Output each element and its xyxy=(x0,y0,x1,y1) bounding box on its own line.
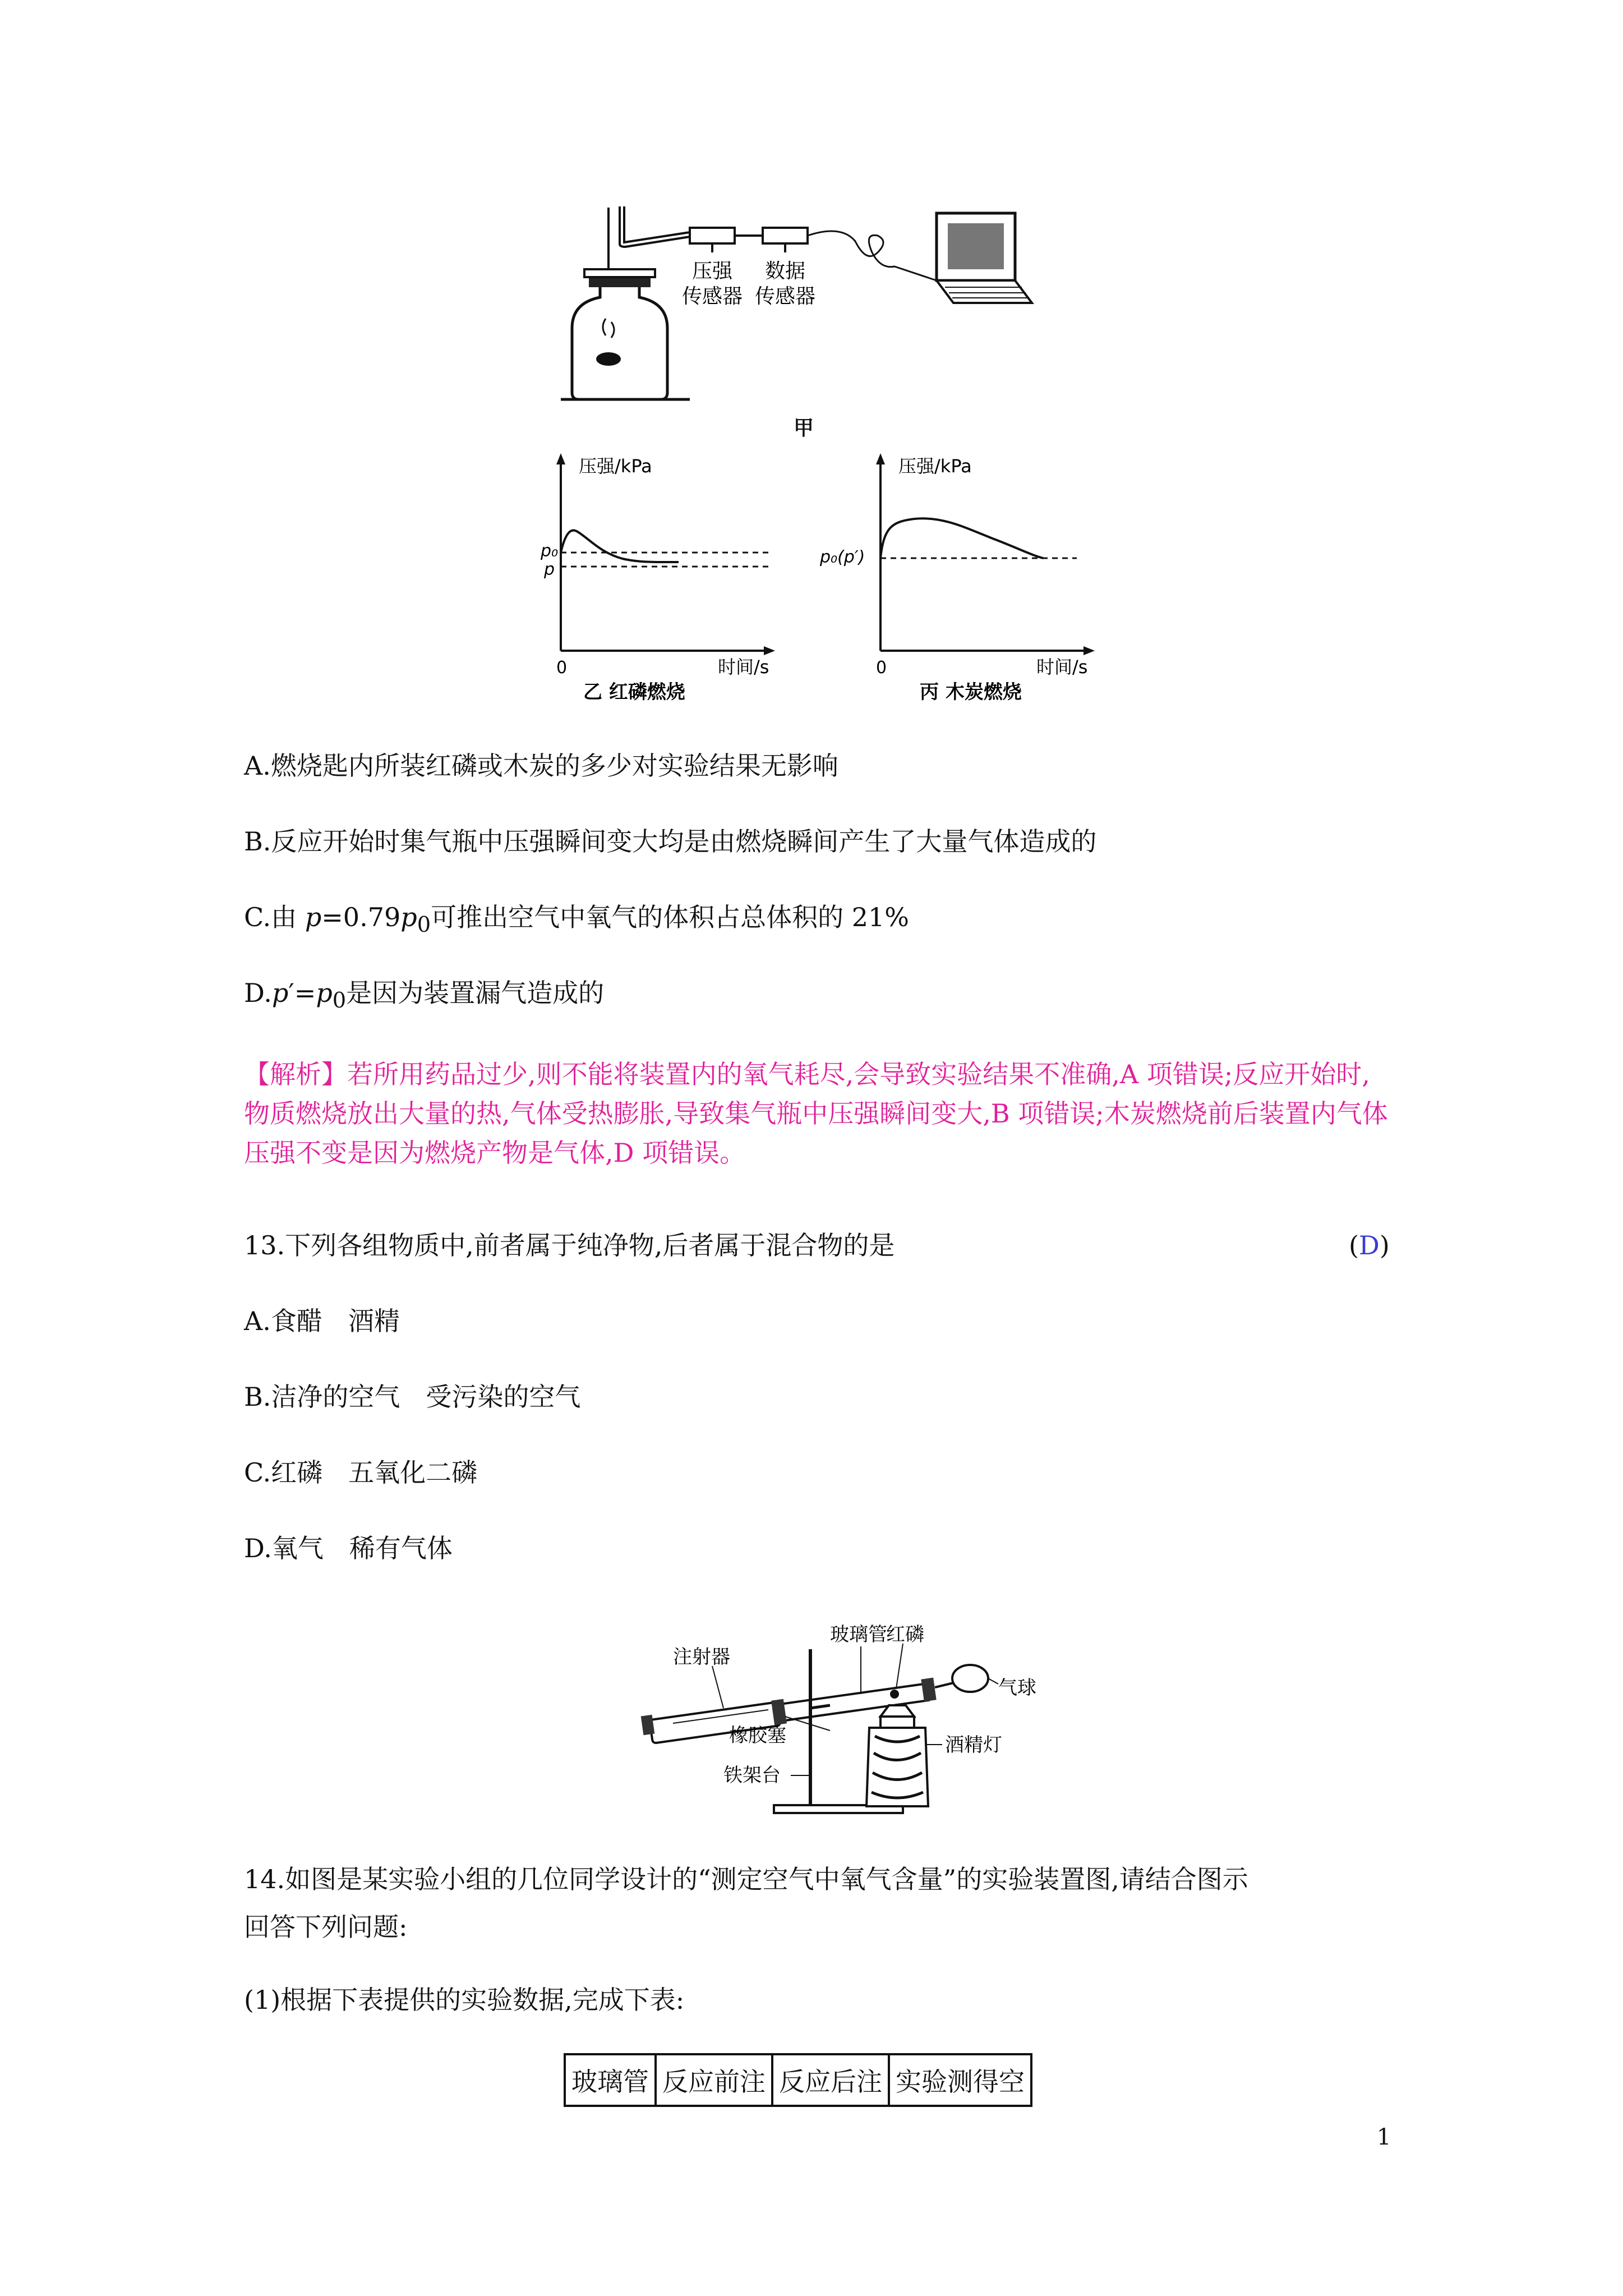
table-row xyxy=(565,2054,1031,2106)
q14-stem-line2: 回答下列问题: xyxy=(244,1912,408,1942)
sensor1-label-line1: 压强 xyxy=(691,260,733,283)
sensor2-label-line2: 传感器 xyxy=(754,285,816,308)
q14-label-syringe: 注射器 xyxy=(673,1646,730,1668)
q12-option-c-p: p xyxy=(305,902,322,932)
q14-label-glass-tube: 玻璃管 xyxy=(830,1623,887,1646)
graph-yi-origin: 0 xyxy=(556,658,568,678)
q12-option-d xyxy=(244,976,604,1018)
q12-option-c-prefix: C.由 xyxy=(244,902,305,932)
q12-option-d-sub: 0 xyxy=(332,988,347,1014)
q12-option-c xyxy=(244,900,909,942)
q12-option-b: B.反应开始时集气瓶中压强瞬间变大均是由燃烧瞬间产生了大量气体造成的 xyxy=(244,826,1097,857)
graph-yi-p-label: p xyxy=(544,560,555,579)
q14-label-red-phosphorus: 红磷 xyxy=(886,1623,924,1646)
q12-option-c-p0: p xyxy=(400,902,417,932)
q13-option-c: C.红磷 五氧化二磷 xyxy=(244,1457,478,1488)
q14-data-table xyxy=(564,2053,1032,2107)
graph-yi-caption: 乙 红磷燃烧 xyxy=(583,681,685,703)
graph-bing-ylabel: 压强/kPa xyxy=(898,455,972,477)
graph-bing-caption: 丙 木炭燃烧 xyxy=(920,681,1022,703)
q12-option-c-suffix: 可推出空气中氧气的体积占总体积的 21% xyxy=(431,902,909,932)
page-number: 1 xyxy=(1377,2124,1391,2150)
q14-sub1: (1)根据下表提供的实验数据,完成下表: xyxy=(244,1985,685,2015)
q14-label-alcohol-lamp: 酒精灯 xyxy=(945,1734,1002,1756)
q12-option-c-mid: =0.79 xyxy=(321,902,401,932)
graph-bing-p0-label: p₀(p′) xyxy=(820,547,865,567)
q14-label-rubber-stopper: 橡胶塞 xyxy=(729,1724,786,1747)
sensor1-label-line2: 传感器 xyxy=(681,285,743,308)
sensor2-label-line1: 数据 xyxy=(764,260,806,283)
graph-yi-p0-label: p₀ xyxy=(541,541,559,561)
q14-label-balloon: 气球 xyxy=(998,1677,1036,1699)
q12-option-c-sub: 0 xyxy=(417,912,431,938)
q12-explanation: 【解析】若所用药品过少,则不能将装置内的氧气耗尽,会导致实验结果不准确,A 项错误;反应开始时,物质燃烧放出大量的热,气体受热膨胀,导致集气瓶中压强瞬间变大,B 项错误;木炭燃烧前后装置内气体压强不变是因为燃烧产物是气体,D 项错误。 xyxy=(244,1059,1388,1168)
figure-q14-apparatus xyxy=(639,1616,1043,1823)
q13-option-d: D.氧气 稀有气体 xyxy=(244,1533,453,1563)
q13-option-b: B.洁净的空气 受污染的空气 xyxy=(244,1382,581,1412)
graph-bing-origin: 0 xyxy=(876,658,887,678)
q14-stem-line1: 14.如图是某实验小组的几位同学设计的“测定空气中氧气含量”的实验装置图,请结合图示 xyxy=(244,1864,1248,1894)
table-header-cell: 反应后注 xyxy=(772,2054,889,2106)
figure-jia-apparatus xyxy=(550,191,1054,426)
table-header-cell: 反应前注 xyxy=(656,2054,772,2106)
q13-answer-open: ( xyxy=(1349,1230,1359,1260)
q12-option-a: A.燃烧匙内所装红磷或木炭的多少对实验结果无影响 xyxy=(244,751,838,781)
figure-jia-caption: 甲 xyxy=(794,417,814,440)
q12-option-d-p0: p xyxy=(316,978,333,1008)
graph-bing-xlabel: 时间/s xyxy=(1036,656,1088,678)
q13-stem: 13.下列各组物质中,前者属于纯净物,后者属于混合物的是 xyxy=(244,1230,895,1260)
q13-answer: D xyxy=(1358,1230,1380,1260)
graph-bing-charcoal xyxy=(819,449,1110,707)
graph-yi-red-phosphorus xyxy=(533,449,813,707)
q13-answer-bracket xyxy=(1349,1228,1390,1262)
table-header-cell: 实验测得空 xyxy=(889,2054,1031,2106)
graph-yi-ylabel: 压强/kPa xyxy=(579,455,652,477)
q14-label-iron-stand: 铁架台 xyxy=(723,1764,781,1787)
graph-yi-xlabel: 时间/s xyxy=(718,656,769,678)
q13-answer-close: ) xyxy=(1379,1230,1390,1260)
q12-option-d-suffix: 是因为装置漏气造成的 xyxy=(346,978,605,1008)
q13-option-a: A.食醋 酒精 xyxy=(244,1306,400,1336)
table-header-cell: 玻璃管 xyxy=(565,2054,656,2106)
q12-option-d-p: p xyxy=(271,978,289,1008)
q12-option-d-mid: ′= xyxy=(288,978,316,1008)
q12-option-d-prefix: D. xyxy=(244,978,272,1008)
